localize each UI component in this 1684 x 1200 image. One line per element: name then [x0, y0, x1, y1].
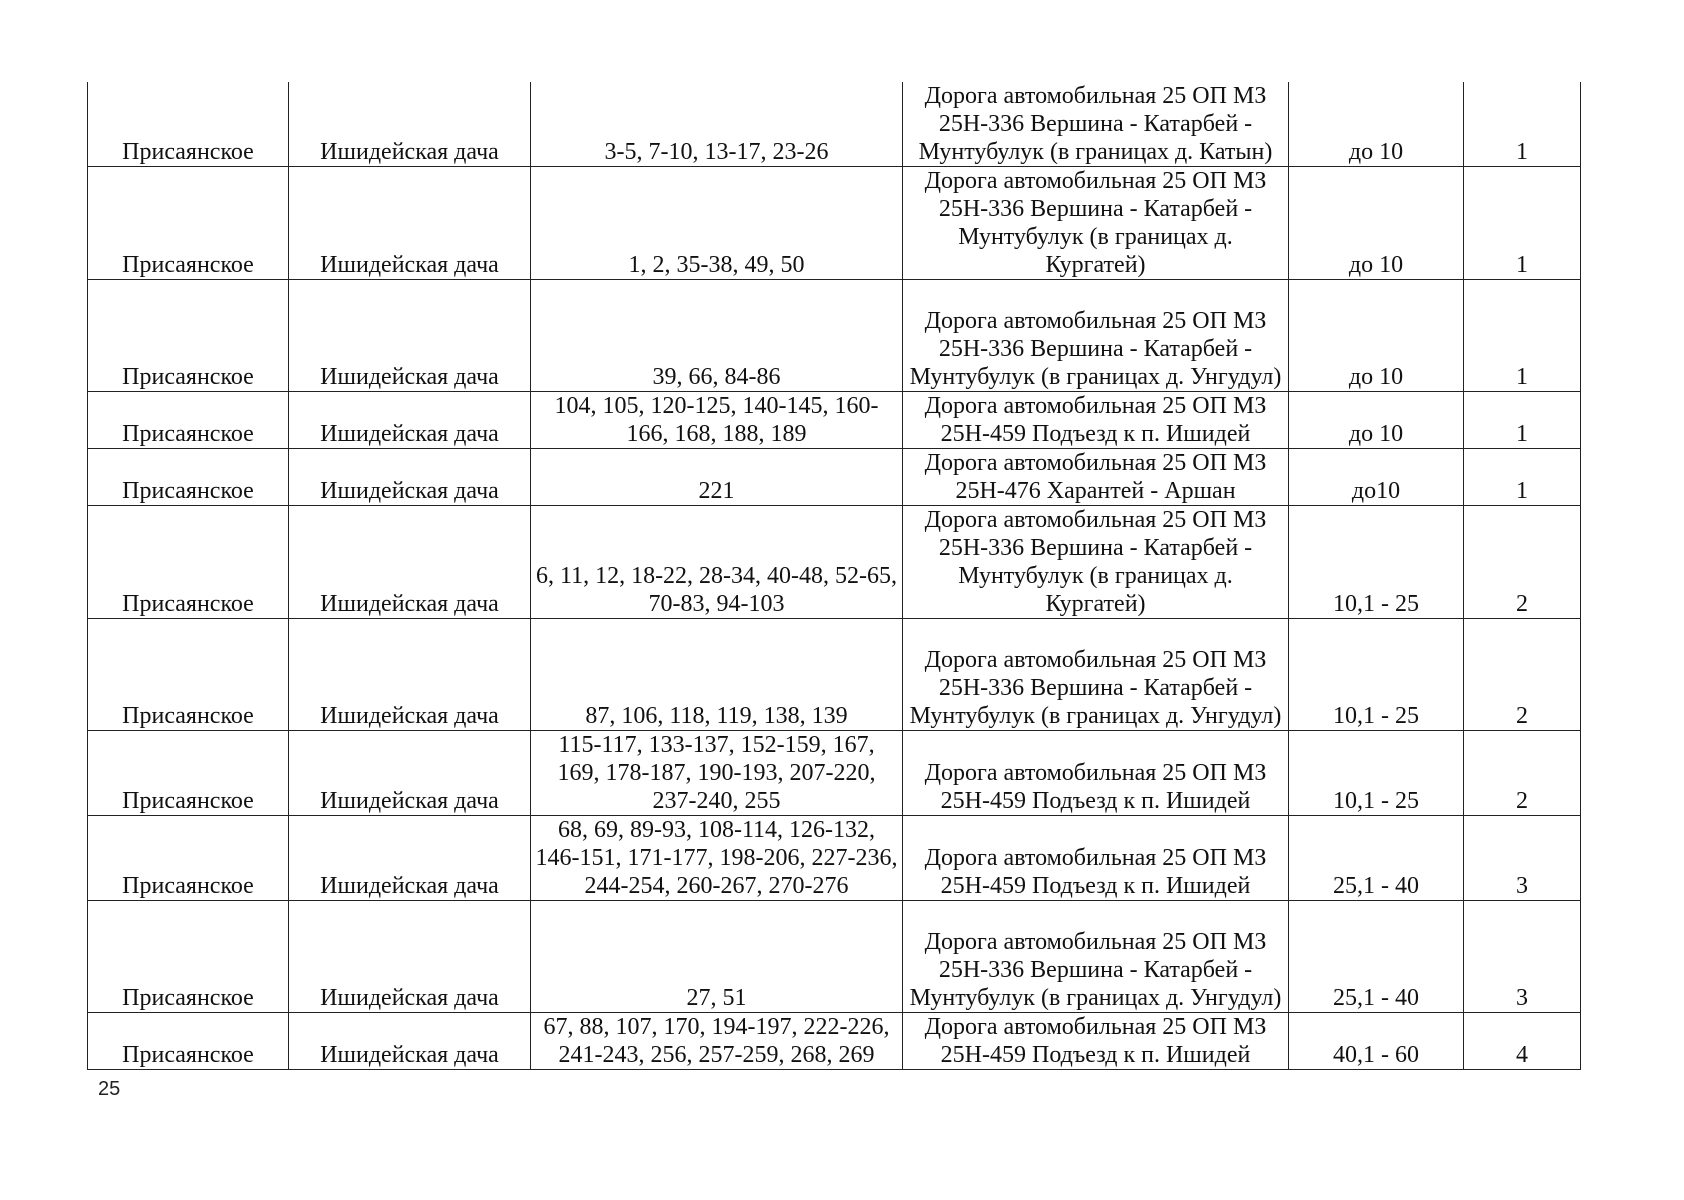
road-cell: Дорога автомобильная 25 ОП МЗ 25Н-459 Подъезд к п. Ишидей	[903, 392, 1289, 449]
table-row	[88, 731, 1581, 816]
forestry-cell: Ишидейская дача	[289, 506, 531, 619]
table-row	[88, 392, 1581, 449]
zone-cell: 4	[1464, 1013, 1581, 1070]
quarters-cell: 27, 51	[531, 901, 903, 1013]
table-row	[88, 449, 1581, 506]
forestry-cell: Ишидейская дача	[289, 392, 531, 449]
settlement-cell: Присаянское	[88, 506, 289, 619]
settlement-cell: Присаянское	[88, 619, 289, 731]
quarters-cell: 6, 11, 12, 18-22, 28-34, 40-48, 52-65, 70-83, 94-103	[531, 506, 903, 619]
forestry-cell: Ишидейская дача	[289, 901, 531, 1013]
quarters-cell: 39, 66, 84-86	[531, 280, 903, 392]
road-cell: Дорога автомобильная 25 ОП МЗ 25Н-459 Подъезд к п. Ишидей	[903, 731, 1289, 816]
table-row	[88, 82, 1581, 167]
table-body	[88, 82, 1581, 1070]
road-cell: Дорога автомобильная 25 ОП МЗ 25Н-336 Вершина - Катарбей - Мунтубулук (в границах д. Катын)	[903, 82, 1289, 167]
table-row	[88, 506, 1581, 619]
forestry-cell: Ишидейская дача	[289, 619, 531, 731]
forestry-cell: Ишидейская дача	[289, 82, 531, 167]
distance-cell: до 10	[1289, 392, 1464, 449]
table-row	[88, 280, 1581, 392]
zone-cell: 1	[1464, 280, 1581, 392]
table-row	[88, 167, 1581, 280]
distance-cell: до 10	[1289, 280, 1464, 392]
quarters-cell: 104, 105, 120-125, 140-145, 160-166, 168, 188, 189	[531, 392, 903, 449]
quarters-cell: 68, 69, 89-93, 108-114, 126-132, 146-151, 171-177, 198-206, 227-236, 244-254, 260-267, 270-276	[531, 816, 903, 901]
road-cell: Дорога автомобильная 25 ОП МЗ 25Н-476 Харантей - Аршан	[903, 449, 1289, 506]
settlement-cell: Присаянское	[88, 901, 289, 1013]
forestry-cell: Ишидейская дача	[289, 731, 531, 816]
road-cell: Дорога автомобильная 25 ОП МЗ 25Н-336 Вершина - Катарбей - Мунтубулук (в границах д. Унгудул)	[903, 280, 1289, 392]
settlement-cell: Присаянское	[88, 280, 289, 392]
zone-cell: 3	[1464, 816, 1581, 901]
zone-cell: 1	[1464, 449, 1581, 506]
settlement-cell: Присаянское	[88, 816, 289, 901]
distance-cell: 25,1 - 40	[1289, 816, 1464, 901]
table-row	[88, 816, 1581, 901]
settlement-cell: Присаянское	[88, 731, 289, 816]
zone-cell: 2	[1464, 619, 1581, 731]
quarters-cell: 67, 88, 107, 170, 194-197, 222-226, 241-243, 256, 257-259, 268, 269	[531, 1013, 903, 1070]
table-row	[88, 901, 1581, 1013]
road-cell: Дорога автомобильная 25 ОП МЗ 25Н-336 Вершина - Катарбей - Мунтубулук (в границах д. Кургатей)	[903, 506, 1289, 619]
zone-cell: 2	[1464, 731, 1581, 816]
distance-cell: 10,1 - 25	[1289, 619, 1464, 731]
road-cell: Дорога автомобильная 25 ОП МЗ 25Н-336 Вершина - Катарбей - Мунтубулук (в границах д. Унгудул)	[903, 901, 1289, 1013]
table-row	[88, 619, 1581, 731]
zone-cell: 3	[1464, 901, 1581, 1013]
zone-cell: 1	[1464, 82, 1581, 167]
settlement-cell: Присаянское	[88, 1013, 289, 1070]
distance-cell: 40,1 - 60	[1289, 1013, 1464, 1070]
road-cell: Дорога автомобильная 25 ОП МЗ 25Н-459 Подъезд к п. Ишидей	[903, 816, 1289, 901]
settlement-cell: Присаянское	[88, 82, 289, 167]
distance-cell: до10	[1289, 449, 1464, 506]
quarters-cell: 221	[531, 449, 903, 506]
forestry-cell: Ишидейская дача	[289, 167, 531, 280]
distance-cell: до 10	[1289, 82, 1464, 167]
distance-cell: 25,1 - 40	[1289, 901, 1464, 1013]
road-cell: Дорога автомобильная 25 ОП МЗ 25Н-459 Подъезд к п. Ишидей	[903, 1013, 1289, 1070]
settlement-cell: Присаянское	[88, 167, 289, 280]
quarters-cell: 87, 106, 118, 119, 138, 139	[531, 619, 903, 731]
settlement-cell: Присаянское	[88, 392, 289, 449]
distance-cell: 10,1 - 25	[1289, 731, 1464, 816]
distance-cell: до 10	[1289, 167, 1464, 280]
settlement-cell: Присаянское	[88, 449, 289, 506]
quarters-cell: 1, 2, 35-38, 49, 50	[531, 167, 903, 280]
zone-cell: 2	[1464, 506, 1581, 619]
zone-cell: 1	[1464, 167, 1581, 280]
forestry-cell: Ишидейская дача	[289, 280, 531, 392]
forestry-cell: Ишидейская дача	[289, 449, 531, 506]
table-row	[88, 1013, 1581, 1070]
data-table	[87, 82, 1581, 1070]
forestry-cell: Ишидейская дача	[289, 816, 531, 901]
zone-cell: 1	[1464, 392, 1581, 449]
quarters-cell: 3-5, 7-10, 13-17, 23-26	[531, 82, 903, 167]
road-cell: Дорога автомобильная 25 ОП МЗ 25Н-336 Вершина - Катарбей - Мунтубулук (в границах д. Унгудул)	[903, 619, 1289, 731]
page-number: 25	[98, 1078, 121, 1100]
road-cell: Дорога автомобильная 25 ОП МЗ 25Н-336 Вершина - Катарбей - Мунтубулук (в границах д. Кургатей)	[903, 167, 1289, 280]
quarters-cell: 115-117, 133-137, 152-159, 167, 169, 178-187, 190-193, 207-220, 237-240, 255	[531, 731, 903, 816]
distance-cell: 10,1 - 25	[1289, 506, 1464, 619]
forestry-cell: Ишидейская дача	[289, 1013, 531, 1070]
